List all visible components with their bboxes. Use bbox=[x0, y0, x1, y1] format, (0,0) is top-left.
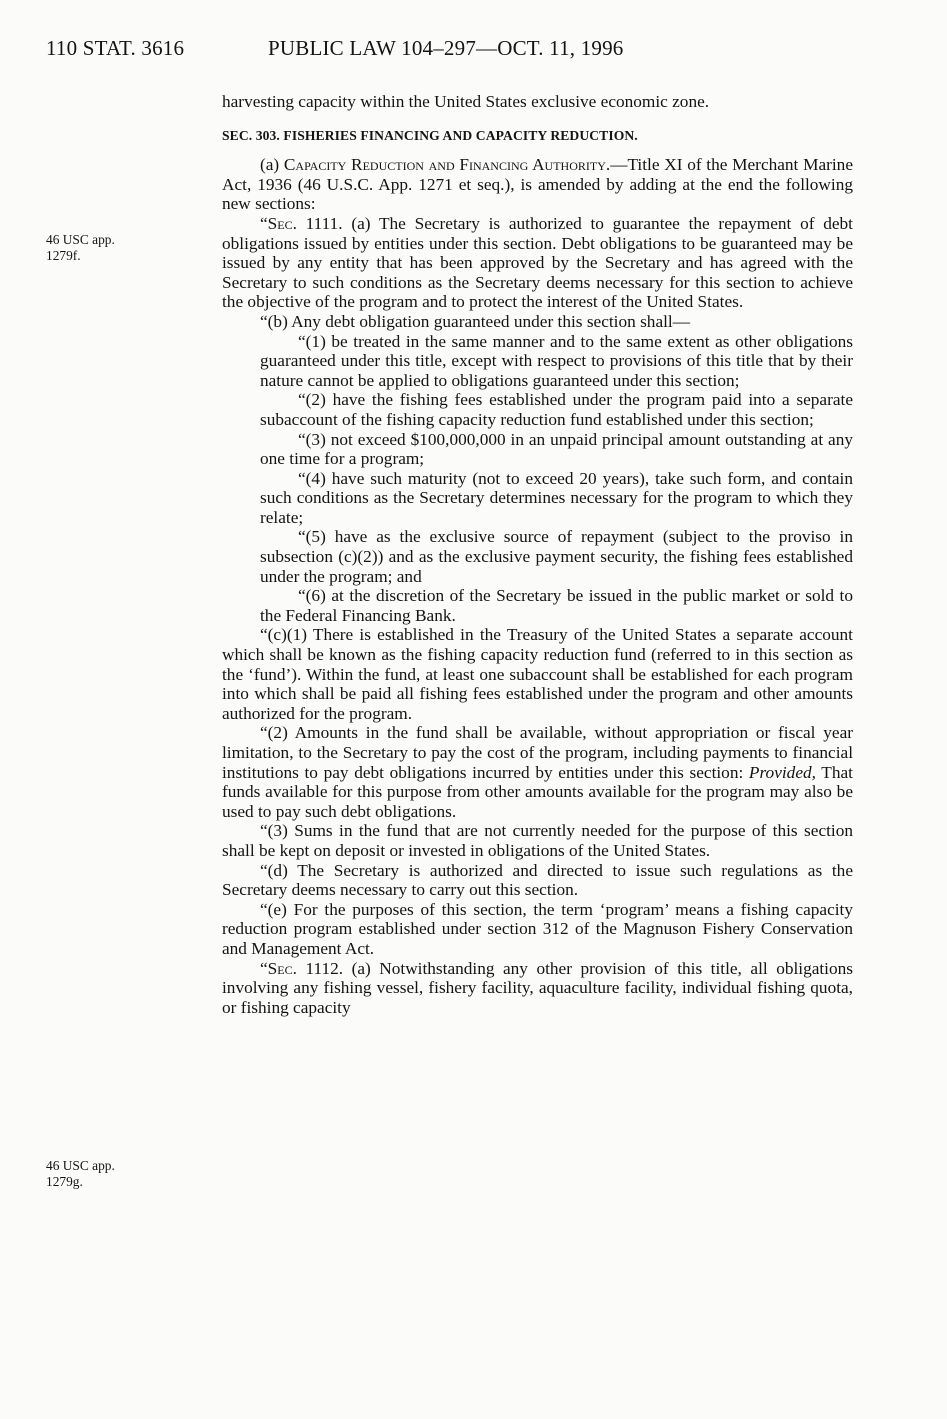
paragraph-a bbox=[222, 155, 853, 214]
section-heading: SEC. 303. FISHERIES FINANCING AND CAPACITY REDUCTION. bbox=[222, 127, 638, 143]
paragraph-heading: Capacity Reduction and Financing Authority. bbox=[283, 155, 611, 175]
paragraph-b2: “(2) have the fishing fees established under the program paid into a separate subaccount of the fishing capacity reduction fund established under this section; bbox=[260, 390, 853, 429]
paragraph-b1: “(1) be treated in the same manner and to the same extent as other obligations guaranteed under this title, except with respect to provisions of this title that by their nature cannot be applied to obligations guaranteed under this section; bbox=[260, 331, 853, 390]
public-law-title: PUBLIC LAW 104–297—OCT. 11, 1996 bbox=[268, 36, 624, 60]
margin-citation-1111 bbox=[46, 232, 176, 264]
section-text: (a) The Secretary is authorized to guarantee the repayment of debt obligations issued by entities under this section. Debt obligations to be guaranteed may be issued by any entity that has been approved by the Secretary and has agreed with the Secretary to such conditions as the Secretary deems necessary for this section to achieve the objective of the program and to protect the interest of the United States. bbox=[222, 213, 853, 312]
section-label: “Sec. 1112. bbox=[260, 958, 344, 978]
paragraph-label: (a) bbox=[260, 155, 284, 175]
paragraph-text: “(2) Amounts in the fund shall be available, without appropriation or fiscal year limitation, to the Secretary to pay the cost of the program, including payments to financial institutions to pay debt obligations incurred by entities under this section: bbox=[222, 723, 853, 782]
subsection-e: “(e) For the purposes of this section, the term ‘program’ means a fishing capacity reduction program established under section 312 of the Magnuson Fishery Conservation and Management Act. bbox=[222, 899, 853, 958]
margin-citation-1112 bbox=[46, 1158, 176, 1190]
section-text: (a) Notwithstanding any other provision of this title, all obligations involving any fishing vessel, fishery facility, aquaculture facility, individual fishing quota, or fishing capacity bbox=[222, 958, 853, 1017]
margin-note-line: 1279g. bbox=[46, 1174, 83, 1189]
paragraph-b6: “(6) at the discretion of the Secretary be issued in the public market or sold to the Federal Financing Bank. bbox=[260, 586, 853, 625]
paragraph-b3: “(3) not exceed $100,000,000 in an unpaid principal amount outstanding at any one time for a program; bbox=[260, 429, 853, 469]
margin-note-line: 46 USC app. bbox=[46, 232, 115, 247]
stat-page-number: 110 STAT. 3616 bbox=[46, 36, 185, 60]
continued-paragraph: harvesting capacity within the United States exclusive economic zone. bbox=[222, 92, 710, 111]
subsection-b: “(b) Any debt obligation guaranteed under this section shall— bbox=[260, 311, 691, 331]
proviso-italic: Provided, bbox=[748, 762, 816, 782]
subsection-c1: “(c)(1) There is established in the Treasury of the United States a separate account which shall be known as the fishing capacity reduction fund (referred to in this section as the ‘fund’). Within the fund, at least one subaccount shall be established for each program into which shall be paid all fishing fees established under the program and other amounts authorized for the program. bbox=[222, 625, 853, 723]
subsection-c3: “(3) Sums in the fund that are not currently needed for the purpose of this section shall be kept on deposit or invested in obligations of the United States. bbox=[222, 821, 853, 860]
body-text bbox=[222, 92, 853, 1017]
page-header bbox=[46, 36, 866, 61]
margin-note-line: 1279f. bbox=[46, 248, 81, 263]
paragraph-text: That funds available for this purpose from other amounts available for the program may also be used to pay such debt obligations. bbox=[222, 762, 853, 821]
paragraph-text: —Title XI of the Merchant Marine Act, 1936 (46 U.S.C. App. 1271 et seq.), is amended by adding at the end the following new sections: bbox=[222, 155, 853, 214]
section-1112-a bbox=[222, 959, 853, 1018]
subsection-c2 bbox=[222, 723, 853, 821]
paragraph-b5: “(5) have as the exclusive source of repayment (subject to the proviso in subsection (c)(2)) and as the exclusive payment security, the fishing fees established under the program; and bbox=[260, 527, 853, 586]
paragraph-b4: “(4) have such maturity (not to exceed 20 years), take such form, and contain such conditions as the Secretary determines necessary for the program to which they relate; bbox=[260, 468, 853, 527]
subsection-d: “(d) The Secretary is authorized and directed to issue such regulations as the Secretary deems necessary to carry out this section. bbox=[222, 860, 853, 900]
section-1111-a bbox=[222, 214, 853, 312]
section-label: “Sec. 1111. bbox=[260, 213, 343, 233]
margin-note-line: 46 USC app. bbox=[46, 1158, 115, 1173]
